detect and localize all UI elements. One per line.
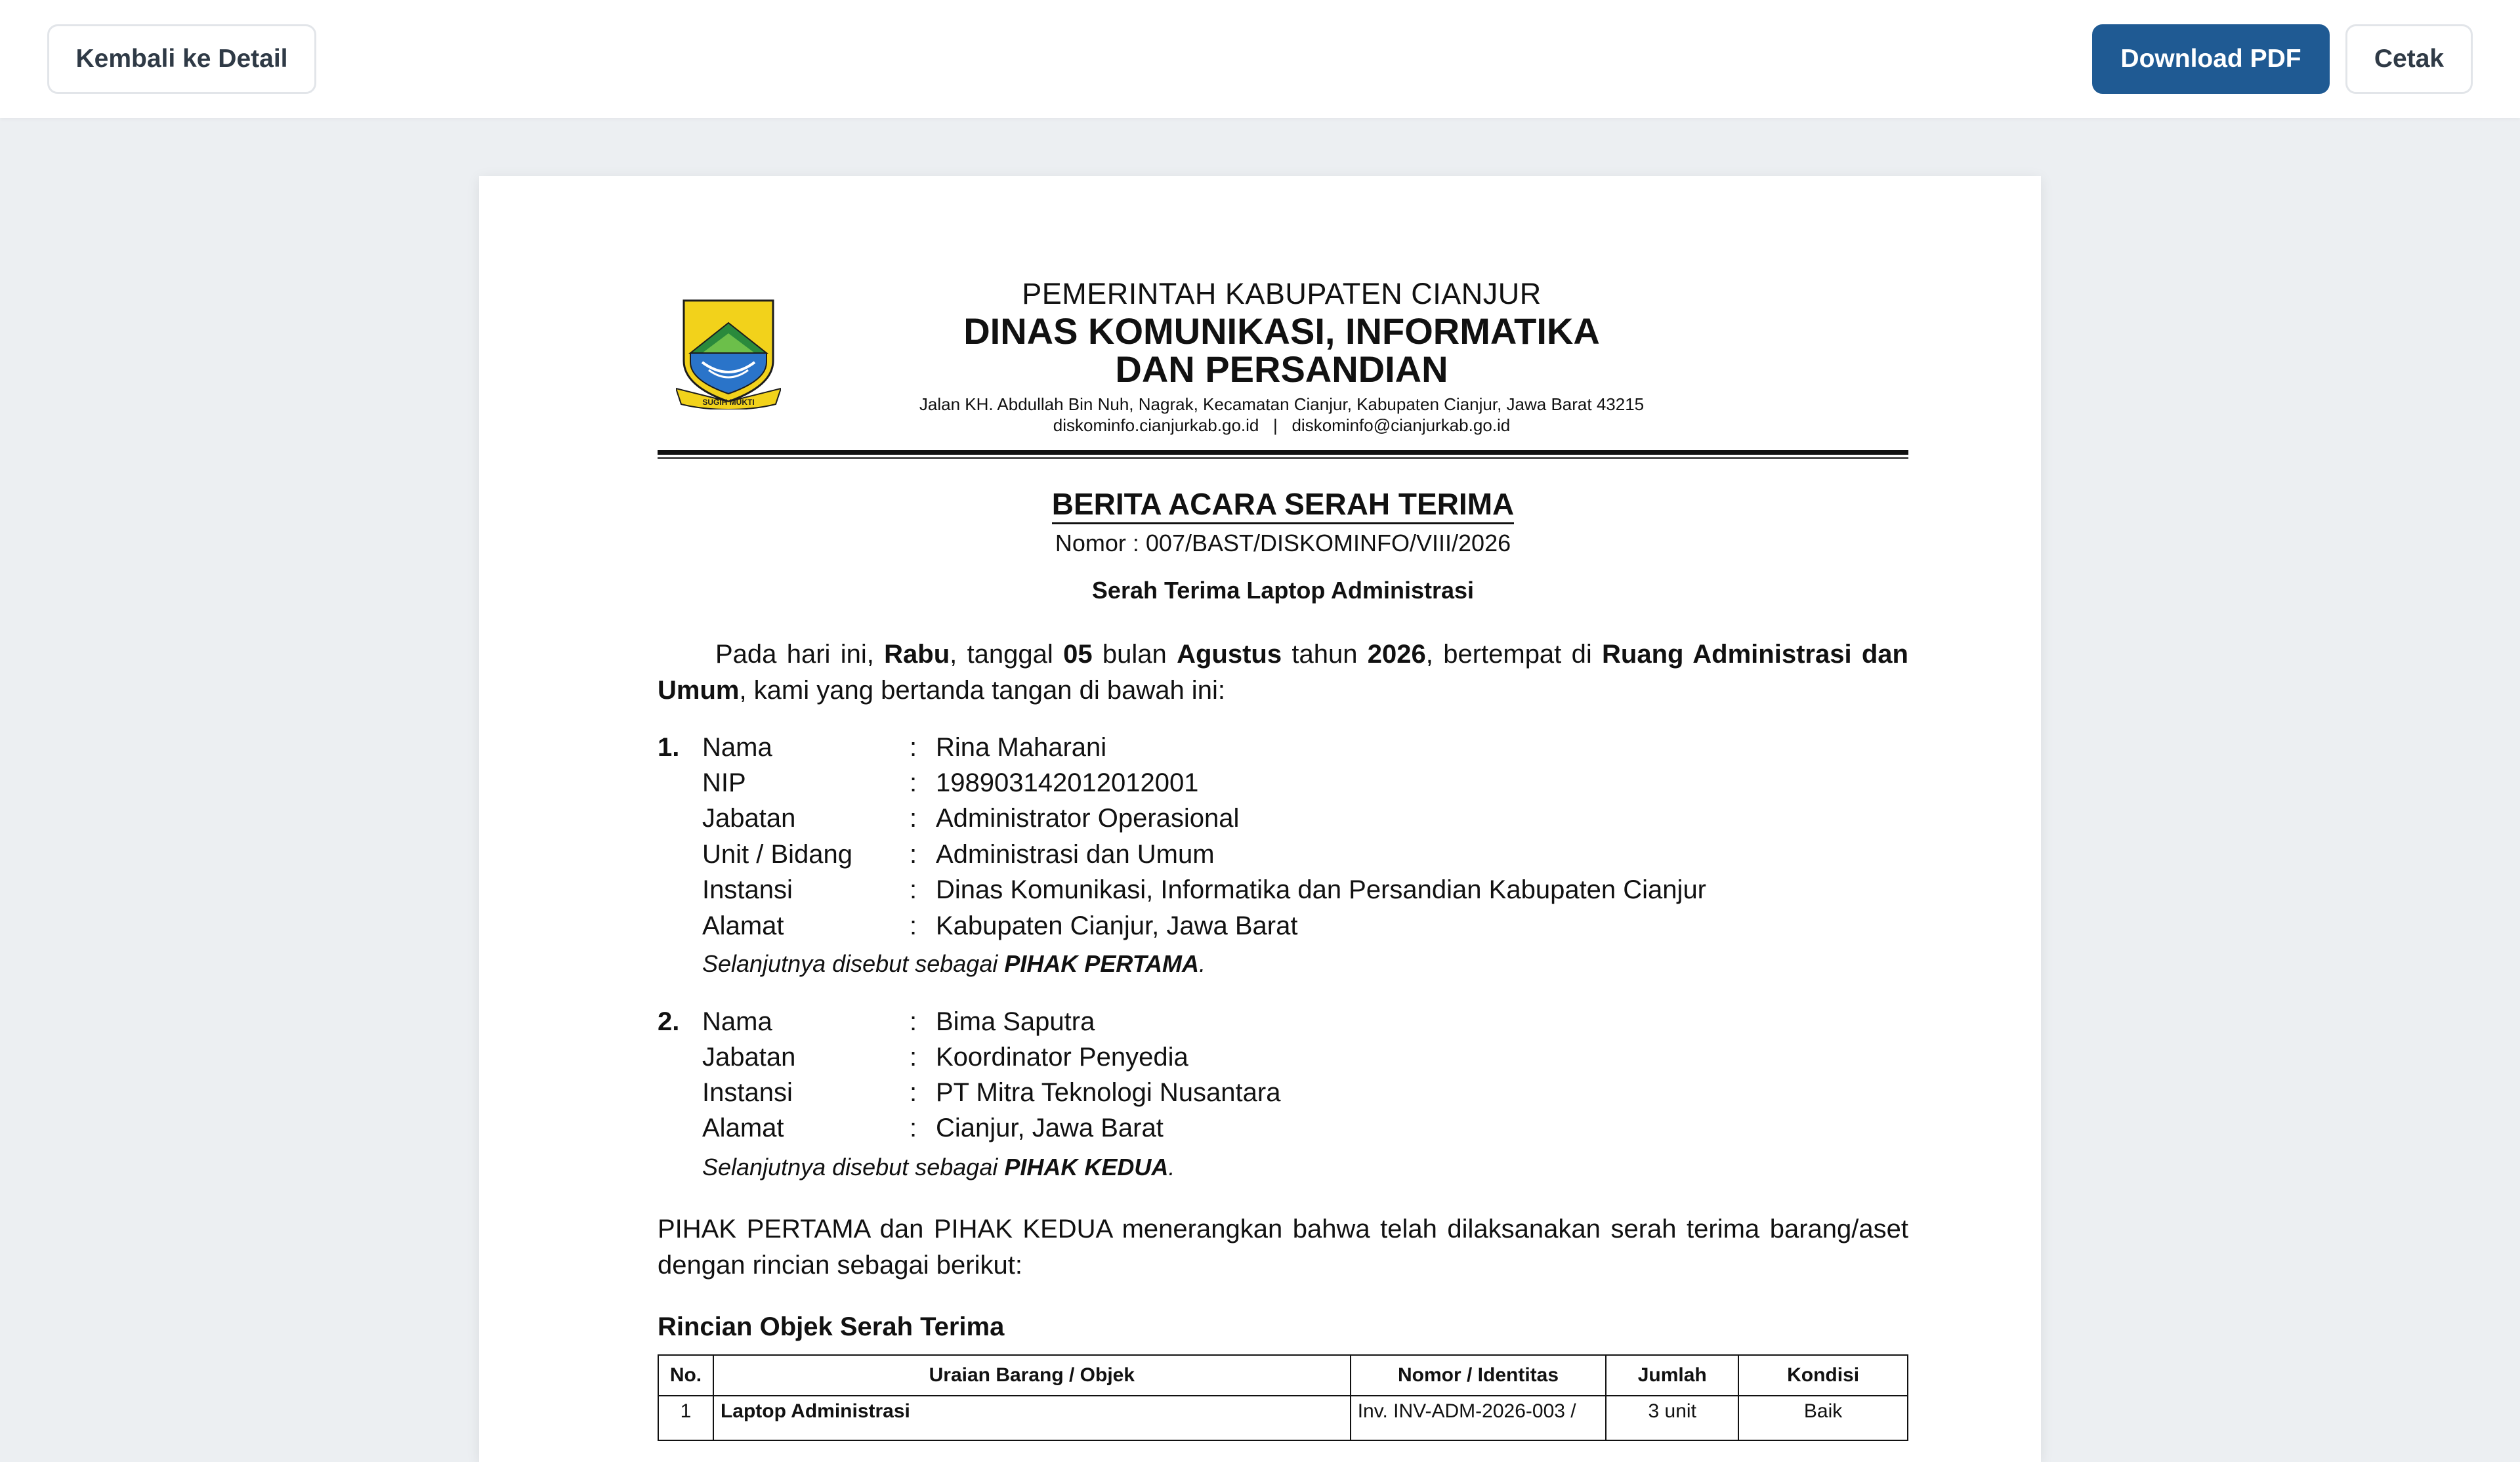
cianjur-coat-of-arms-icon: [676, 297, 781, 409]
document-title: BERITA ACARA SERAH TERIMA: [1052, 486, 1514, 524]
letterhead-rule-thick: [658, 450, 1908, 455]
office-address: Jalan KH. Abdullah Bin Nuh, Nagrak, Kecamatan Cianjur, Kabupaten Cianjur, Jawa Barat 43215: [919, 394, 1645, 414]
statement-paragraph: PIHAK PERTAMA dan PIHAK KEDUA menerangkan bahwa telah dilaksanakan serah terima barang/aset dengan rincian sebagai berikut:: [658, 1215, 1908, 1280]
opening-paragraph: Pada hari ini, Rabu, tanggal 05 bulan Agustus tahun 2026, bertempat di Ruang Administrasi dan Umum, kami yang bertanda tangan di bawah ini:: [658, 640, 1908, 705]
table-row: [658, 1396, 1908, 1440]
handover-date: 05: [1063, 640, 1093, 669]
handover-day: Rabu: [884, 640, 950, 669]
party-second-number: 2.: [658, 1007, 680, 1036]
party-first-note: Selanjutnya disebut sebagai PIHAK PERTAMA.: [702, 950, 1206, 977]
print-button[interactable]: Cetak: [2345, 24, 2473, 94]
col-header-description: Uraian Barang / Objek: [713, 1355, 1351, 1396]
letterhead: [781, 276, 1782, 436]
handover-place: Ruang Administrasi dan Umum: [658, 640, 1908, 705]
document-subject: Serah Terima Laptop Administrasi: [1091, 577, 1475, 604]
cell-description: Laptop Administrasi: [713, 1396, 1351, 1440]
col-header-quantity: Jumlah: [1606, 1355, 1738, 1396]
office-contact: diskominfo.cianjurkab.go.id | diskominfo@cianjurkab.go.id: [1053, 415, 1511, 435]
letterhead-rule-thin: [658, 457, 1908, 459]
download-pdf-button[interactable]: Download PDF: [2092, 24, 2330, 94]
cell-no: 1: [658, 1396, 713, 1440]
col-header-no: No.: [658, 1355, 713, 1396]
col-header-condition: Kondisi: [1738, 1355, 1908, 1396]
cell-identity: Inv. INV-ADM-2026-003 /: [1351, 1396, 1606, 1440]
handover-month: Agustus: [1177, 640, 1282, 669]
logo-motto: SUGIH MUKTI: [702, 398, 755, 407]
department-name-line2: DAN PERSANDIAN: [1115, 348, 1448, 390]
cell-condition: Baik: [1738, 1396, 1908, 1440]
back-to-detail-button[interactable]: Kembali ke Detail: [47, 24, 316, 94]
party-second-note: Selanjutnya disebut sebagai PIHAK KEDUA.: [702, 1154, 1175, 1180]
department-name-line1: DINAS KOMUNIKASI, INFORMATIKA: [963, 310, 1600, 352]
cell-quantity: 3 unit: [1606, 1396, 1738, 1440]
table-header-row: [658, 1355, 1908, 1396]
government-name: PEMERINTAH KABUPATEN CIANJUR: [1022, 277, 1542, 310]
document-number: Nomor : 007/BAST/DISKOMINFO/VIII/2026: [1055, 530, 1511, 556]
items-table: [658, 1354, 1908, 1441]
party-first-number: 1.: [658, 733, 680, 762]
col-header-identity: Nomor / Identitas: [1351, 1355, 1606, 1396]
items-heading: Rincian Objek Serah Terima: [658, 1312, 1005, 1341]
document-title-block: [658, 486, 1908, 607]
handover-year: 2026: [1367, 640, 1426, 669]
top-toolbar: [0, 0, 2520, 118]
